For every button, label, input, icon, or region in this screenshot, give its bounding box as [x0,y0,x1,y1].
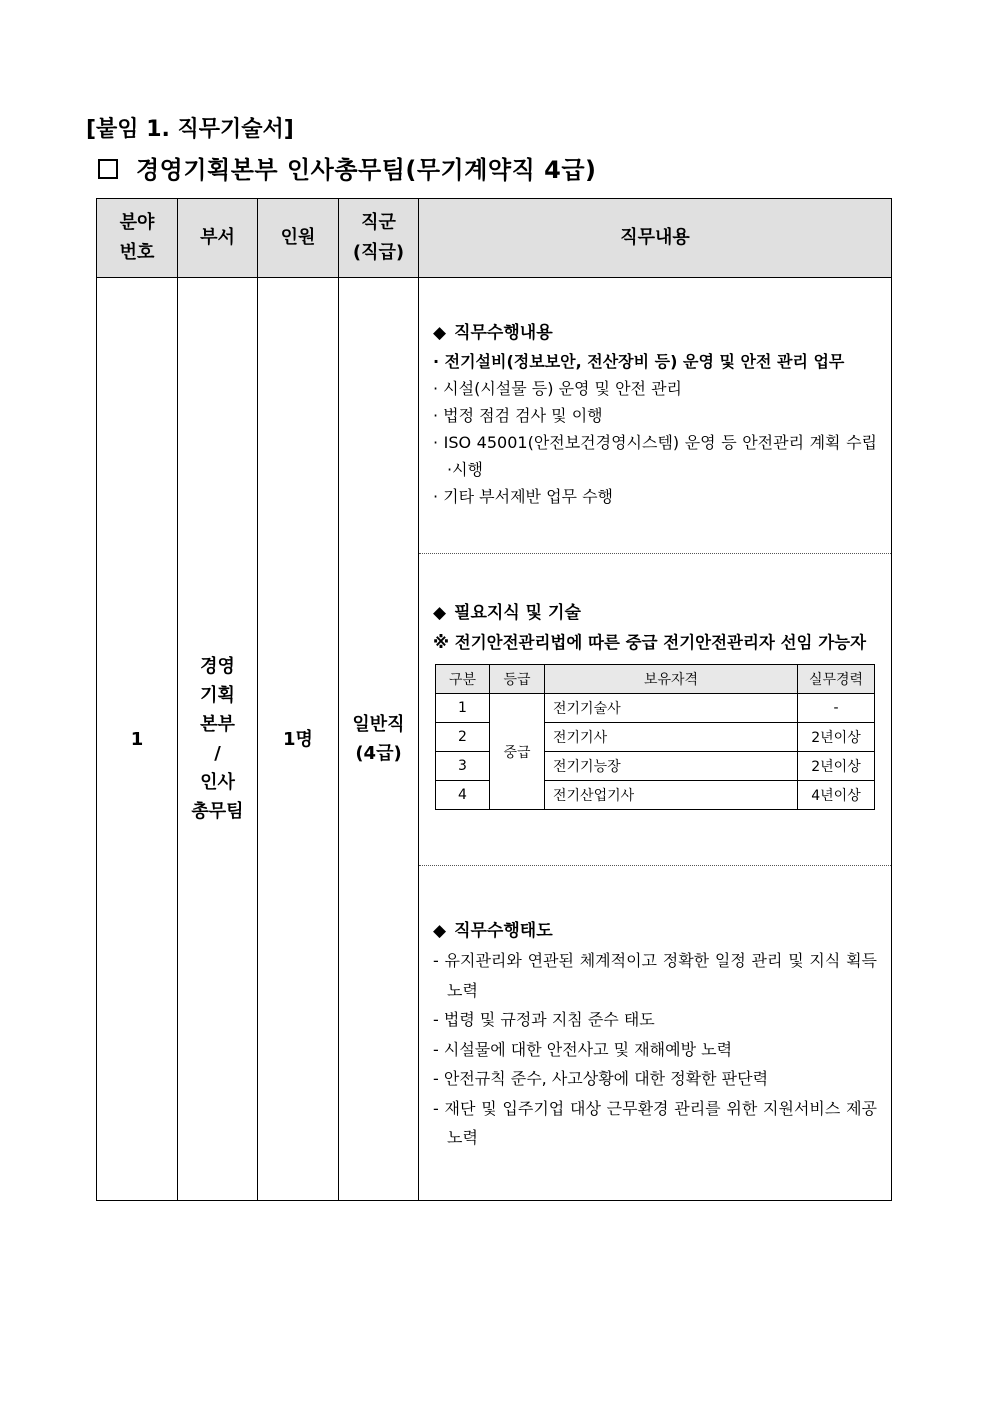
list-item: · 기타 부서제반 업무 수행 [433,487,613,506]
cert-career: 4년이상 [798,781,875,810]
job-description-table [96,198,892,1201]
cert-no: 2 [436,723,490,752]
cert-header-grade: 등급 [490,665,545,694]
list-item: - 안전규칙 준수, 사고상황에 대한 정확한 판단력 [433,1069,769,1088]
cert-career: 2년이상 [798,723,875,752]
cert-name: 전기기사 [545,723,798,752]
knowledge-note: ※ 전기안전관리법에 따른 중급 전기안전관리자 선임 가능자 [433,633,867,652]
list-item: · 전기설비(정보보안, 전산장비 등) 운영 및 안전 관리 업무 [433,352,845,371]
list-item: - 법령 및 규정과 지침 준수 태도 [433,1010,655,1029]
tasks-heading: ◆ 직무수행내용 [433,323,553,343]
diamond-bullet-icon: ◆ [433,921,447,941]
header-headcount: 인원 [258,199,339,278]
section-title-text: 경영기획본부 인사총무팀(무기계약직 4급) [136,156,597,184]
knowledge-heading: ◆ 필요지식 및 기술 [433,603,581,623]
cert-career: 2년이상 [798,752,875,781]
cert-header-career: 실무경력 [798,665,875,694]
list-item: · 법정 점검 검사 및 이행 [433,406,603,425]
table-row [436,694,875,723]
certificate-table [435,664,875,810]
list-item: - 시설물에 대한 안전사고 및 재해예방 노력 [433,1039,733,1059]
cert-header-row [436,665,875,694]
cert-career: - [798,694,875,723]
cell-grade: 일반직 (4급) [339,278,419,1201]
knowledge-section [419,554,891,866]
cell-duty [419,278,892,1201]
cert-name: 전기기술사 [545,694,798,723]
data-row [97,278,892,1201]
header-grade: 직군 (직급) [339,199,419,278]
cert-no: 4 [436,781,490,810]
attitude-heading: ◆ 직무수행태도 [433,921,553,941]
header-dept: 부서 [178,199,258,278]
attachment-title: [붙임 1. 직무기술서] [86,117,294,142]
list-item: · 시설(시설물 등) 운영 및 안전 관리 [433,379,683,398]
duty-tasks-section [419,278,891,554]
checkbox-square-icon [98,159,118,179]
attitude-section [419,866,891,1200]
header-field-no: 분야 번호 [97,199,178,278]
list-item: · ISO 45001(안전보건경영시스템) 운영 등 안전관리 계획 수립·시행 [433,433,877,479]
cert-name: 전기산업기사 [545,781,798,810]
section-title [98,150,596,185]
cell-field-no: 1 [97,278,178,1201]
cert-header-cert: 보유자격 [545,665,798,694]
diamond-bullet-icon: ◆ [433,323,447,343]
header-row [97,199,892,278]
cert-header-no: 구분 [436,665,490,694]
cell-headcount: 1명 [258,278,339,1201]
cell-dept: 경영 기획 본부 / 인사 총무팀 [178,278,258,1201]
cert-grade: 중급 [490,694,545,810]
list-item: - 재단 및 입주기업 대상 근무환경 관리를 위한 지원서비스 제공 노력 [433,1098,877,1147]
diamond-bullet-icon: ◆ [433,603,447,623]
list-item: - 유지관리와 연관된 체계적이고 정확한 일정 관리 및 지식 획득 노력 [433,951,877,1000]
cert-no: 1 [436,694,490,723]
cert-no: 3 [436,752,490,781]
cert-name: 전기기능장 [545,752,798,781]
header-duty: 직무내용 [419,199,892,278]
